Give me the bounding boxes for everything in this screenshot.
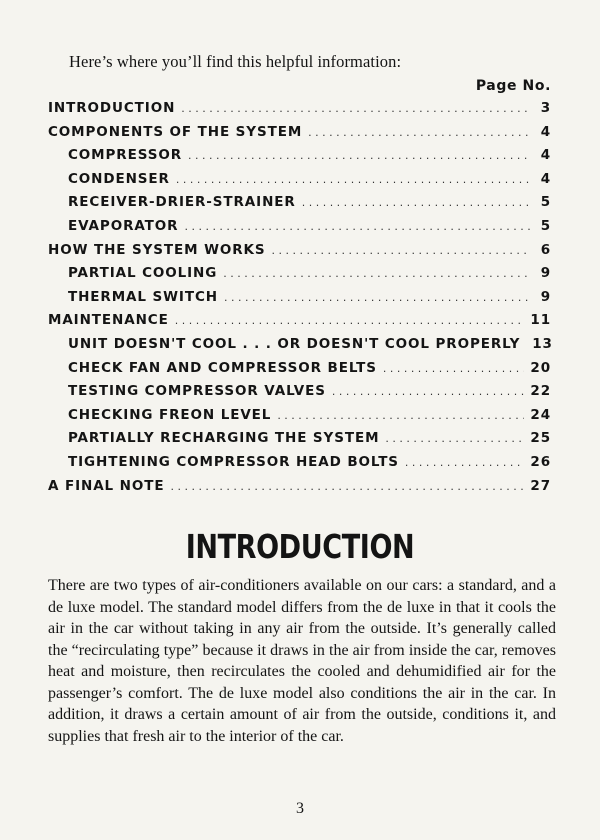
toc-entry-title: CHECK FAN AND COMPRESSOR BELTS [68, 359, 377, 376]
toc-leader-dots [308, 126, 531, 139]
table-of-contents [48, 100, 551, 501]
toc-entry-title: EVAPORATOR [68, 217, 179, 234]
toc-leader-dots [184, 220, 531, 233]
section-heading: INTRODUCTION [185, 527, 415, 566]
toc-entry [48, 360, 551, 384]
toc-entry-title: CHECKING FREON LEVEL [68, 406, 272, 423]
toc-entry-page: 4 [540, 147, 551, 164]
toc-entry [48, 478, 551, 502]
toc-entry-title: TIGHTENING COMPRESSOR HEAD BOLTS [68, 453, 399, 470]
toc-leader-dots [277, 409, 524, 422]
toc-entry-title: THERMAL SWITCH [68, 288, 218, 305]
toc-entry-page: 27 [530, 477, 551, 494]
toc-entry-page: 25 [530, 430, 551, 447]
toc-leader-dots [223, 267, 531, 280]
toc-entry [48, 383, 551, 407]
toc-entry [48, 194, 551, 218]
toc-entry [48, 430, 551, 454]
toc-entry-page: 6 [540, 241, 551, 258]
toc-leader-dots [170, 480, 524, 493]
toc-entry-page: 5 [540, 194, 551, 211]
toc-entry-page: 13 [532, 335, 553, 352]
page-number: 3 [296, 800, 304, 817]
toc-entry-title: RECEIVER-DRIER-STRAINER [68, 194, 296, 211]
toc-entry-page: 4 [540, 170, 551, 187]
toc-entry-page: 22 [530, 383, 551, 400]
toc-entry-title: TESTING COMPRESSOR VALVES [68, 383, 326, 400]
toc-entry [48, 124, 551, 148]
toc-entry-title: A FINAL NOTE [48, 477, 165, 494]
toc-entry-title: HOW THE SYSTEM WORKS [48, 241, 266, 258]
toc-leader-dots [175, 314, 525, 327]
toc-entry [48, 265, 551, 289]
intro-line: Here’s where you’ll find this helpful information: [69, 52, 402, 71]
toc-leader-dots [188, 149, 531, 162]
toc-entry-page: 9 [540, 288, 551, 305]
toc-entry-title: UNIT DOESN'T COOL . . . OR DOESN'T COOL PROPERLY [68, 335, 521, 352]
toc-entry-page: 5 [540, 217, 551, 234]
toc-leader-dots [176, 173, 531, 186]
toc-entry [48, 218, 551, 242]
toc-leader-dots [302, 196, 531, 209]
toc-entry-title: COMPONENTS OF THE SYSTEM [48, 123, 303, 140]
toc-entry-page: 26 [530, 453, 551, 470]
toc-entry [48, 454, 551, 478]
toc-entry-page: 20 [530, 359, 551, 376]
toc-leader-dots [224, 291, 531, 304]
toc-entry [48, 407, 551, 431]
toc-entry [48, 312, 551, 336]
toc-entry-title: INTRODUCTION [48, 100, 176, 116]
toc-entry [48, 336, 551, 360]
toc-entry [48, 147, 551, 171]
toc-entry-title: PARTIALLY RECHARGING THE SYSTEM [68, 430, 380, 447]
toc-entry-page: 3 [540, 100, 551, 116]
toc-leader-dots [181, 102, 531, 115]
toc-leader-dots [332, 385, 525, 398]
toc-entry-title: COMPRESSOR [68, 147, 183, 164]
toc-entry [48, 100, 551, 124]
toc-leader-dots [383, 362, 525, 375]
toc-entry [48, 289, 551, 313]
toc-page-number-header: Page No. [475, 78, 551, 94]
toc-leader-dots [385, 432, 524, 445]
toc-leader-dots [272, 244, 531, 257]
toc-leader-dots [405, 456, 524, 469]
body-paragraph: There are two types of air-conditioners available on our cars: a standard, and a de luxe model. The standard model differs from the de luxe in that it cools the air in the car without taking in any air from the outside. It’s generally called the “recirculating type” because it draws in the air from inside the car, removes heat and moisture, then recirculates the cooled and dehumidified air for the passenger’s comfort. The de luxe model also conditions the air in the car. In addition, it draws a certain amount of air from the outside, conditions it, and supplies that fresh air to the interior of the car. [48, 577, 556, 745]
toc-entry-page: 24 [530, 406, 551, 423]
toc-entry-page: 4 [540, 123, 551, 140]
toc-entry [48, 171, 551, 195]
toc-entry [48, 242, 551, 266]
toc-entry-title: MAINTENANCE [48, 312, 169, 329]
toc-entry-title: CONDENSER [68, 170, 170, 187]
toc-entry-page: 11 [530, 312, 551, 329]
toc-entry-title: PARTIAL COOLING [68, 265, 218, 282]
toc-entry-page: 9 [540, 265, 551, 282]
